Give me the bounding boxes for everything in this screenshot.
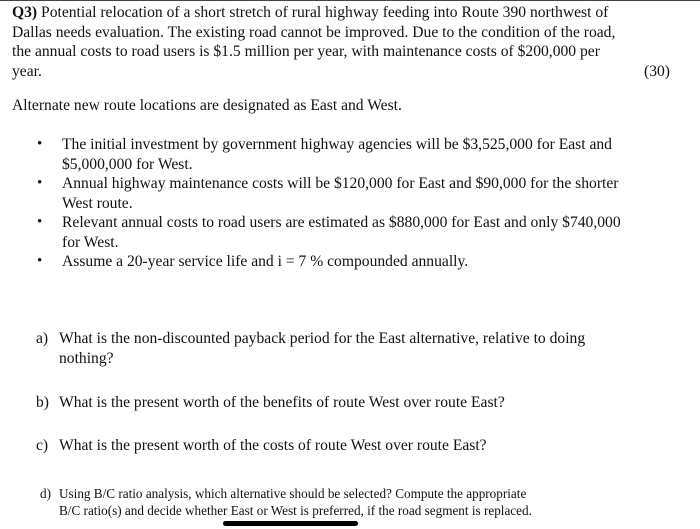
bullet-icon: • — [37, 253, 43, 269]
question-text-1: Potential relocation of a short stretch of rural highway feeding into Route 390 northwest of — [41, 4, 609, 21]
bullet-line: Annual highway maintenance costs will be $120,000 for East and $90,000 for the shorter — [62, 175, 619, 192]
part-b-label: b) — [36, 394, 49, 411]
part-d-line-2: B/C ratio(s) and decide whether East or West is preferred, if the road segment is replaced. — [59, 502, 532, 518]
part-c-line-1: What is the present worth of the costs of route West over route East? — [59, 437, 487, 454]
part-d-label: d) — [40, 486, 51, 501]
question-line-2: Dallas needs evaluation. The existing road cannot be improved. Due to the condition of the road, — [12, 23, 616, 41]
part-a-line-1: What is the non-discounted payback period for the East alternative, relative to doing — [59, 330, 586, 347]
intro-text: Alternate new route locations are designated as East and West. — [12, 97, 402, 114]
list-item — [36, 213, 666, 252]
question-header — [12, 3, 688, 81]
question-line-3: the annual costs to road users is $1.5 million per year, with maintenance costs of $200,000 per — [12, 43, 600, 60]
bullet-icon: • — [37, 136, 43, 152]
question-marks: (30) — [644, 62, 670, 80]
part-d-line-1: Using B/C ratio analysis, which alternative should be selected? Compute the appropriate — [59, 486, 527, 501]
part-a — [36, 329, 636, 368]
part-d — [40, 486, 660, 519]
home-indicator[interactable] — [223, 521, 358, 526]
bullet-line: West route. — [62, 194, 133, 212]
part-c — [36, 436, 636, 456]
bullet-line: Relevant annual costs to road users are estimated as $880,000 for East and only $740,000 — [62, 214, 621, 231]
bullet-line: Assume a 20-year service life and i = 7 % compounded annually. — [62, 253, 469, 270]
part-b-line-1: What is the present worth of the benefits of route West over route East? — [59, 394, 505, 411]
question-line-4 — [12, 62, 688, 82]
list-item — [36, 174, 666, 213]
question-number: Q3) — [12, 4, 38, 21]
list-item — [36, 252, 666, 272]
assumptions-list — [36, 135, 666, 272]
bullet-icon: • — [37, 175, 43, 191]
top-divider — [0, 0, 700, 1]
part-b — [36, 393, 636, 413]
bullet-line: $5,000,000 for West. — [62, 155, 193, 173]
question-text-4: year. — [12, 62, 42, 80]
question-line-1 — [12, 3, 688, 23]
list-item — [36, 135, 666, 174]
part-c-label: c) — [36, 437, 49, 454]
bullet-line: The initial investment by government highway agencies will be $3,525,000 for East and — [62, 136, 612, 153]
bullet-icon: • — [37, 214, 43, 230]
part-a-line-2: nothing? — [59, 349, 114, 367]
bullet-line: for West. — [62, 233, 119, 251]
part-a-label: a) — [36, 330, 49, 347]
